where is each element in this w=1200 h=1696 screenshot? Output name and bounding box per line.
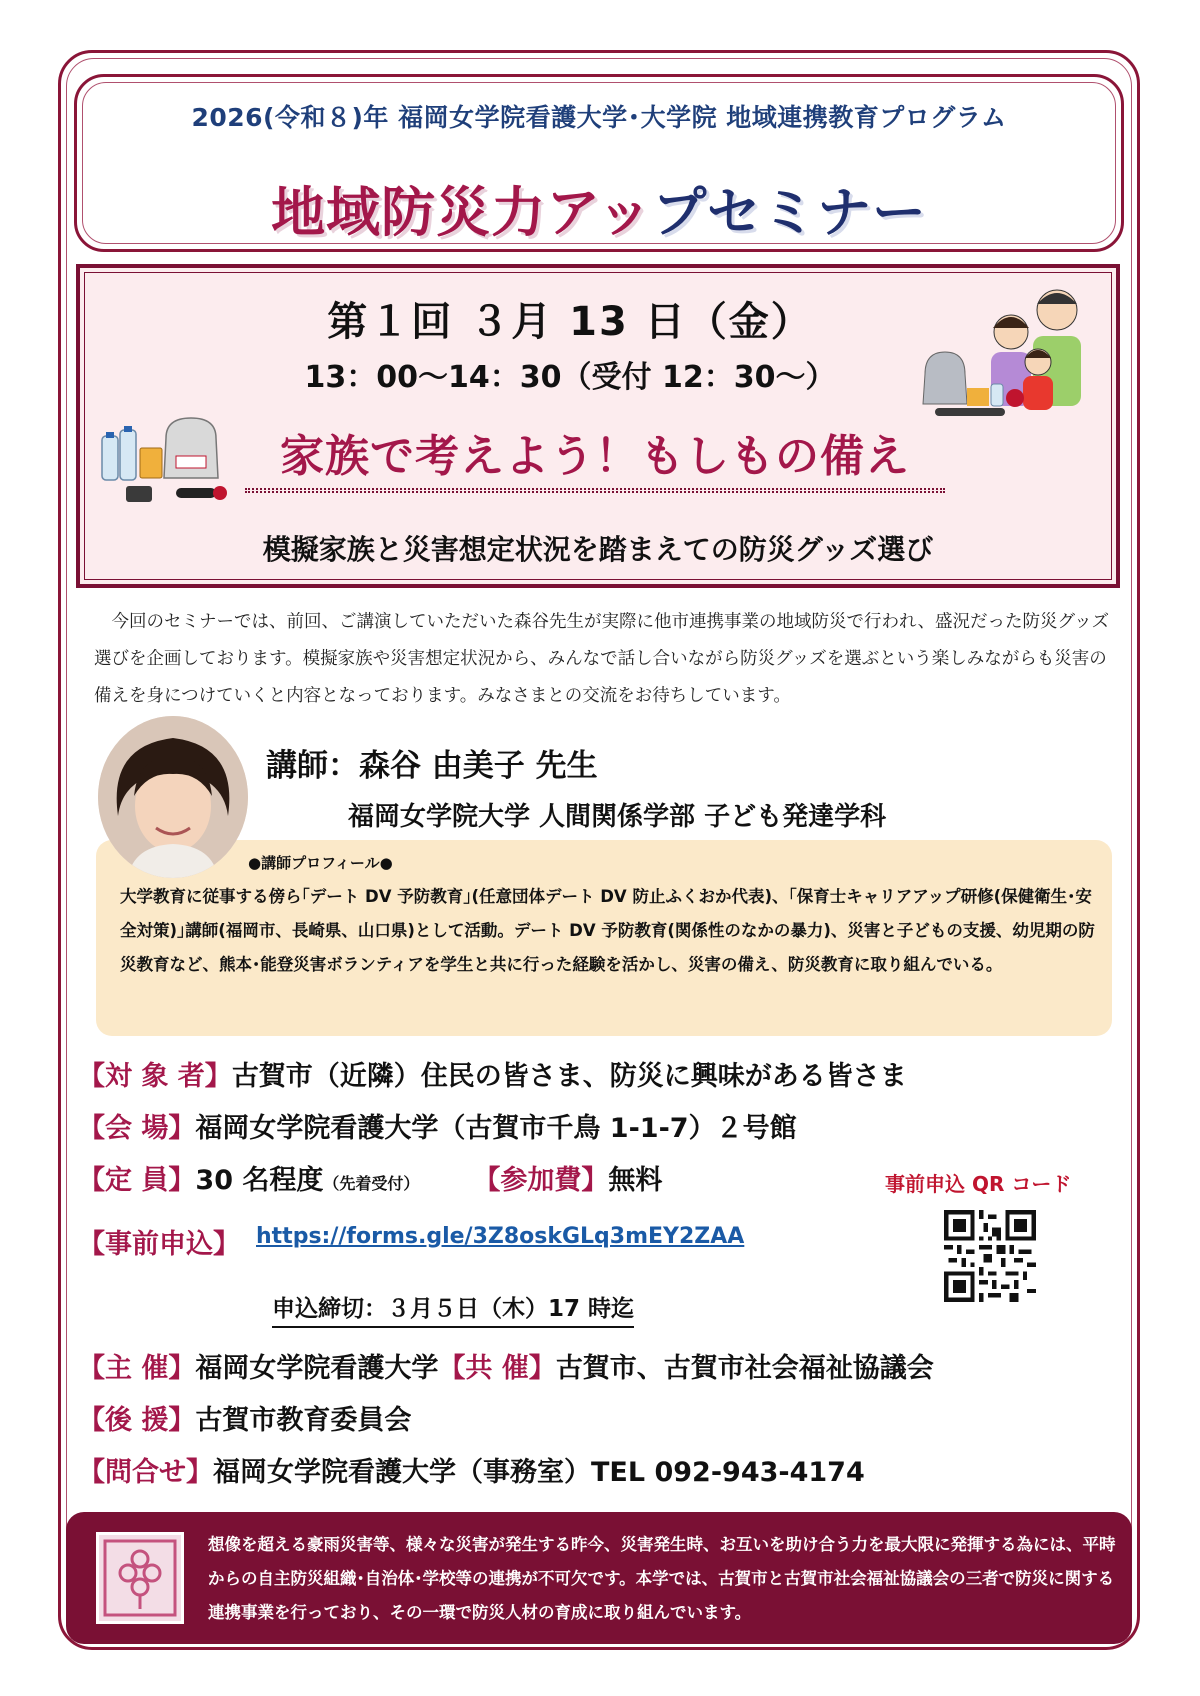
intro-text: 今回のセミナーでは、前回、ご講演していただいた森谷先生が実際に他市連携事業の地域防災で行われ、盛況だった防災グッズ選びを企画しております。模擬家族や災害想定状況から、みんなで話し合いながら防災グッズを選ぶという楽しみながらも災害の備えを身につけていくと内容となっております。みなさまとの交流をお待ちしています。	[94, 612, 1110, 706]
session-date: 第１回 ３月 13 日（金）	[327, 299, 813, 345]
qr-code[interactable]	[944, 1210, 1036, 1302]
application-deadline: 申込締切：３月５日（木）17 時迄	[272, 1290, 634, 1328]
program-line: 2026(令和８)年 福岡女学院看護大学･大学院 地域連携教育プログラム	[191, 103, 1007, 132]
profile-heading: ●講師プロフィール●	[248, 854, 393, 872]
cohost-label: 【共 催】	[438, 1353, 556, 1384]
seminar-title-part2: プセミナー	[652, 181, 927, 244]
host-value: 福岡女学院看護大学	[195, 1353, 439, 1384]
host-row	[78, 1346, 934, 1385]
contact-row	[78, 1450, 865, 1489]
lecturer-name: 講師：森谷 由美子 先生	[266, 748, 598, 784]
venue-label: 【会 場】	[78, 1113, 196, 1144]
university-crest-logo	[96, 1532, 184, 1624]
lecturer-affiliation: 福岡女学院大学 人間関係学部 子ども発達学科	[348, 802, 887, 832]
fee-value: 無料	[608, 1165, 663, 1196]
apply-row	[78, 1222, 240, 1261]
capacity-label: 【定 員】	[78, 1165, 196, 1196]
support-label: 【後 援】	[78, 1405, 196, 1436]
contact-value: 福岡女学院看護大学（事務室）TEL 092-943-4174	[213, 1457, 865, 1488]
profile-text: 大学教育に従事する傍ら｢デート DV 予防教育｣(任意団体デート DV 防止ふくおか代表)、｢保育士キャリアアップ研修(保健衛生･安全対策)｣講師(福岡市、長崎県、山口県)として活動。デート DV 予防教育(関係性のなかの暴力)、災害と子どもの支援、幼児期の防災教育など、熊本･能登災害ボランティアを学生と共に行った経験を活かし、災害の備え、防災教育に取り組んでいる。	[120, 887, 1095, 974]
apply-label: 【事前申込】	[78, 1229, 240, 1260]
venue-row	[78, 1106, 797, 1145]
support-value: 古賀市教育委員会	[195, 1405, 412, 1436]
seminar-title	[74, 170, 1124, 247]
cohost-value: 古賀市、古賀市社会福祉協議会	[555, 1353, 934, 1384]
target-label: 【対 象 者】	[78, 1061, 232, 1092]
seminar-title-part1: 地域防災力アッ	[271, 181, 653, 244]
supplies-illustration	[915, 344, 1035, 424]
theme-underline	[245, 488, 945, 493]
fee-label: 【参加費】	[473, 1165, 609, 1196]
host-label: 【主 催】	[78, 1353, 196, 1384]
target-row	[78, 1054, 907, 1093]
apply-url-link[interactable]: https://forms.gle/3Z8oskGLq3mEY2ZAA	[256, 1224, 745, 1249]
footer-text: 想像を超える豪雨災害等、様々な災害が発生する昨今、災害発生時、お互いを助け合う力を最大限に発揮する為には、平時からの自主防災組織･自治体･学校等の連携が不可欠です。本学では、古賀市と古賀市社会福祉協議会の三者で防災に関する連携事業を行っており、その一環で防災人材の育成に取り組んでいます。	[208, 1535, 1116, 1622]
qr-label: 事前申込 QR コード	[885, 1172, 1072, 1196]
session-subtitle: 模擬家族と災害想定状況を踏まえての防災グッズ選び	[262, 533, 934, 566]
contact-label: 【問合せ】	[78, 1457, 213, 1488]
capacity-note: （先着受付）	[323, 1174, 420, 1193]
session-theme: 家族で考えよう！もしもの備え	[280, 431, 910, 482]
target-value: 古賀市（近隣）住民の皆さま、防災に興味がある皆さま	[231, 1061, 907, 1092]
lecturer-photo	[98, 716, 248, 878]
support-row	[78, 1398, 411, 1437]
emergency-kit-illustration	[96, 408, 236, 508]
intro-paragraph	[94, 604, 1114, 715]
session-time: 13：00～14：30（受付 12：30～）	[304, 360, 836, 395]
capacity-value: 30 名程度	[195, 1165, 324, 1196]
venue-value: 福岡女学院看護大学（古賀市千鳥 1-1-7）２号館	[195, 1113, 797, 1144]
capacity-row	[78, 1158, 662, 1197]
